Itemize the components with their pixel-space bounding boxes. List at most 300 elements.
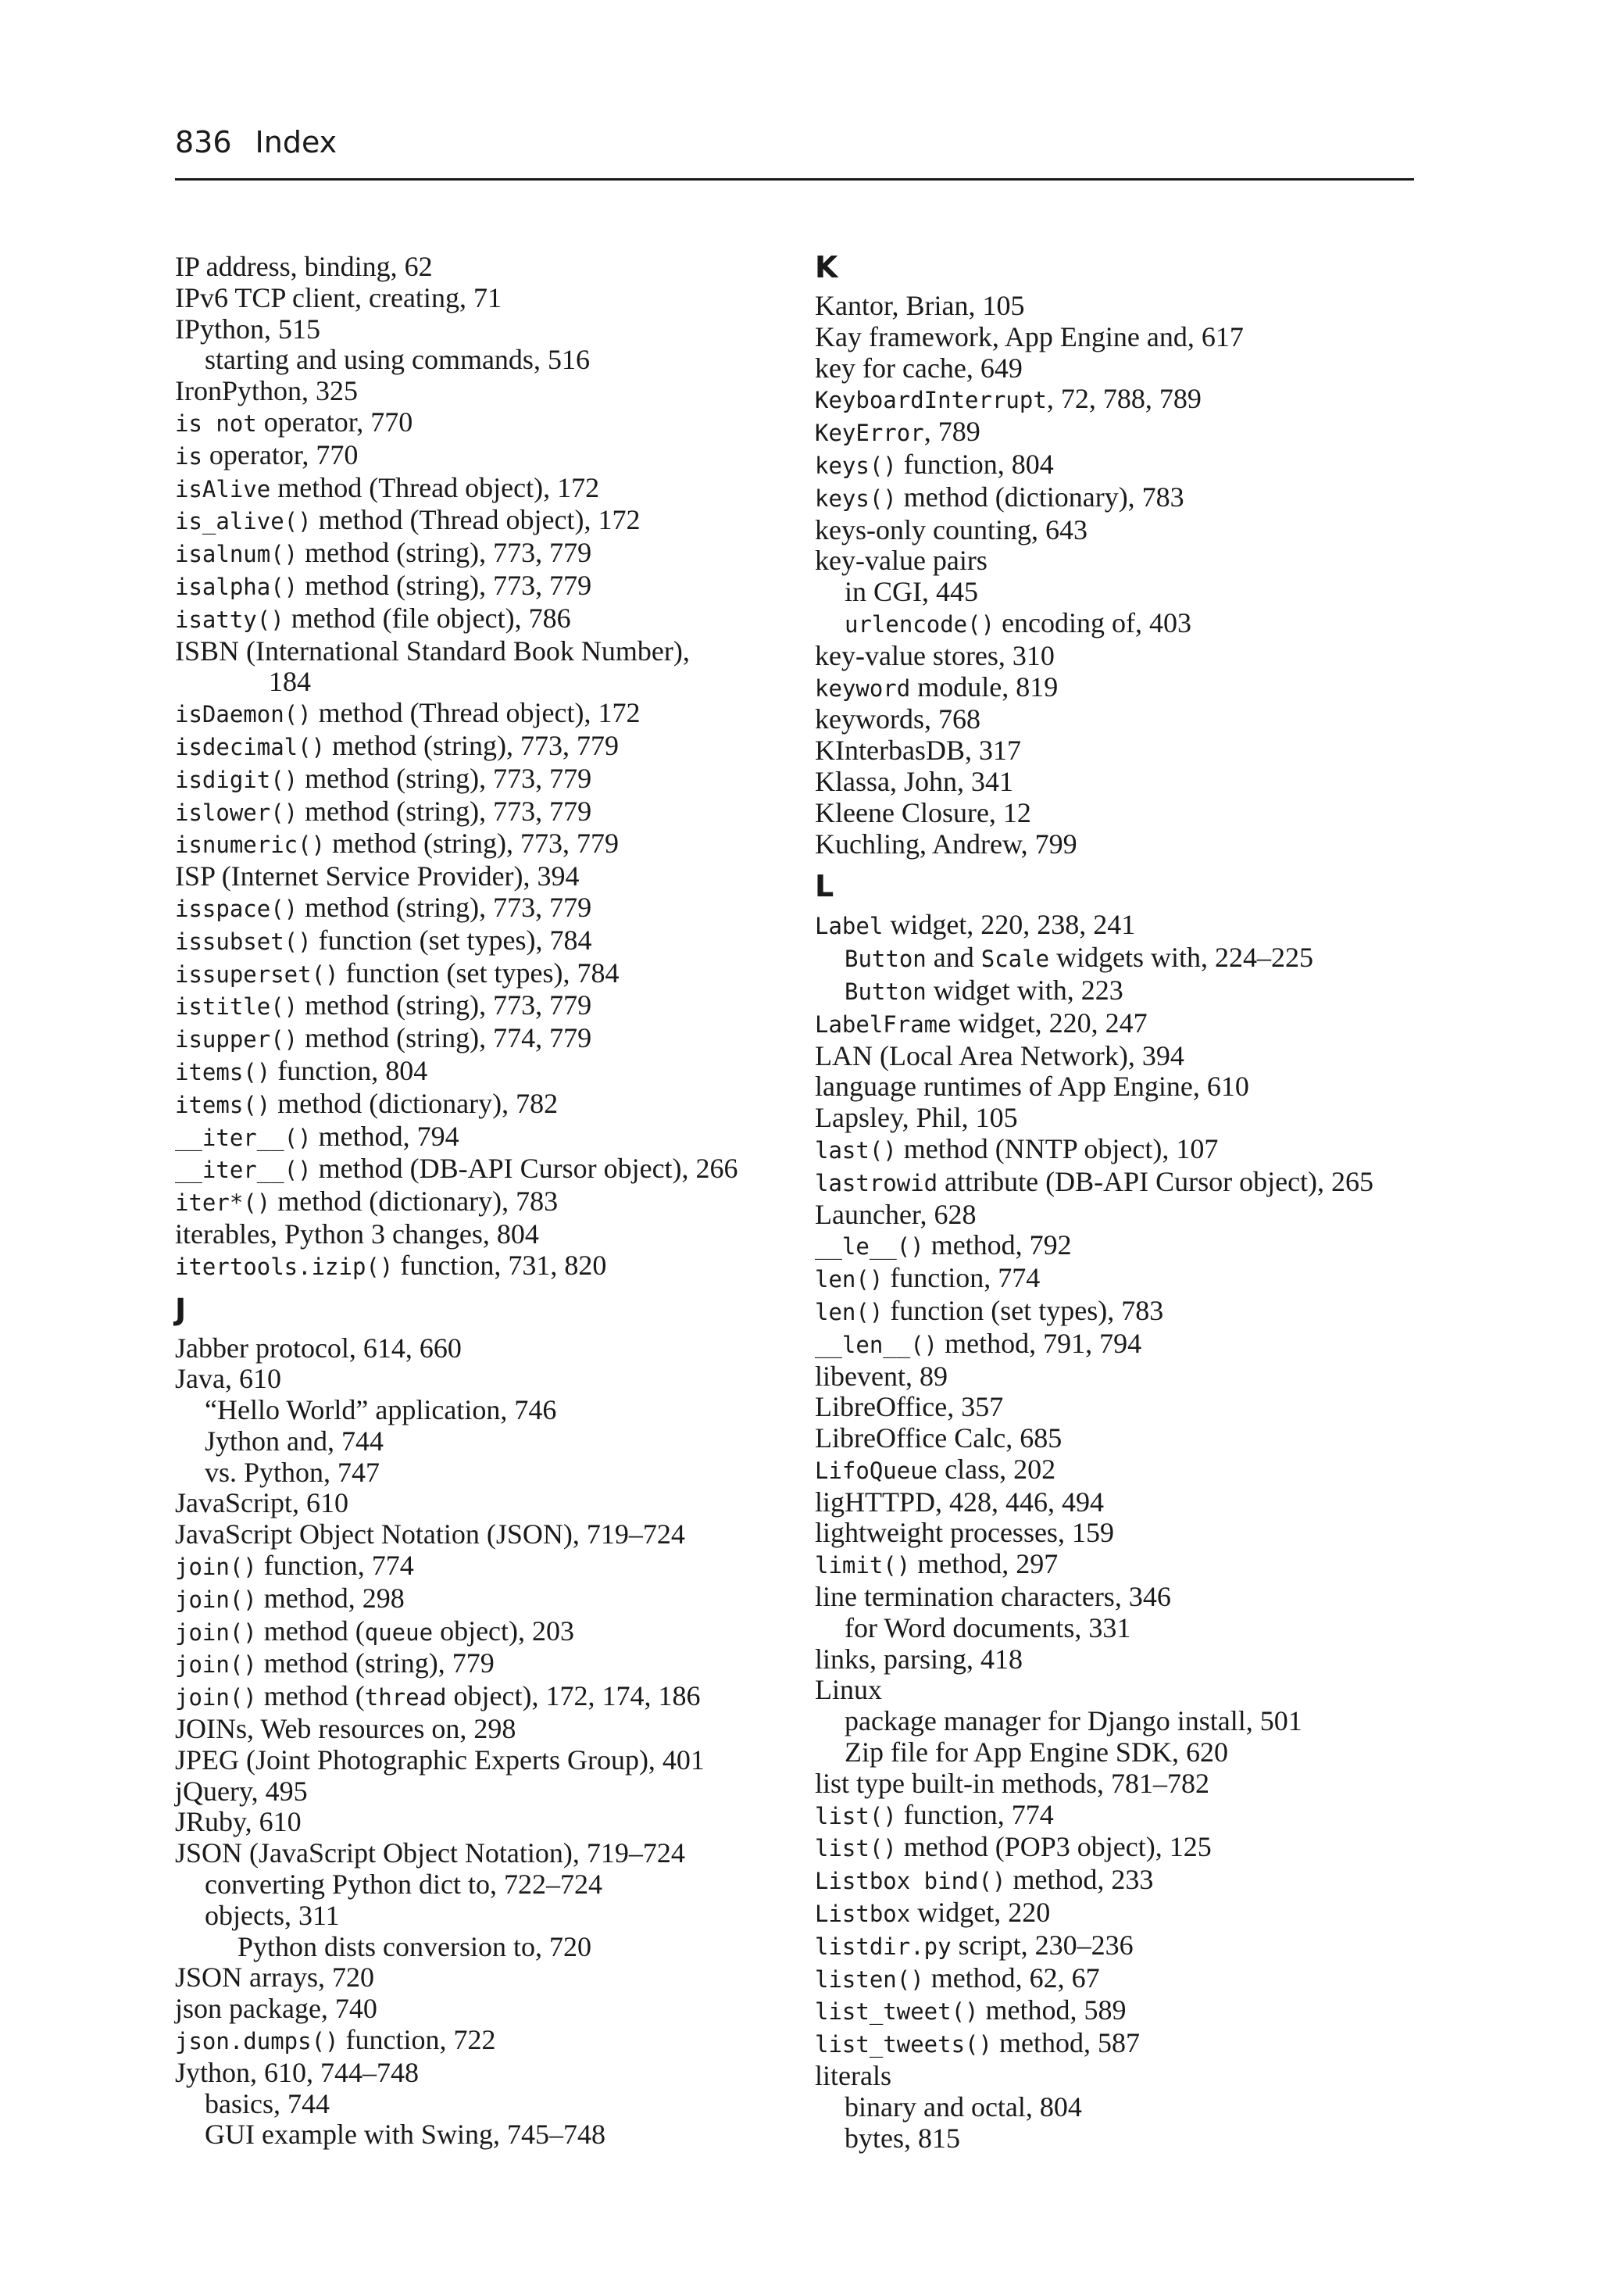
index-entry [175,698,792,731]
entry-text: method (dictionary), 782 [270,1087,559,1119]
entry-text: json package, 740 [175,1993,377,2025]
index-letter-heading: L [815,869,834,904]
entry-text: method (string), 773, 779 [298,569,592,601]
index-entry [175,2025,792,2058]
code-term: isatty() [175,606,284,633]
entry-text: binary and octal, 804 [845,2090,1082,2123]
entry-text: method, 794 [311,1120,459,1152]
index-column-right [815,252,1432,2154]
index-entry [815,672,1432,705]
entry-text: iterables, Python 3 changes, 804 [175,1218,539,1250]
index-entry [815,641,1432,672]
entry-text: LibreOffice Calc, 685 [815,1422,1062,1454]
entry-text: method (string), 774, 779 [298,1022,592,1054]
entry-text: method (string), 773, 779 [298,891,592,923]
index-entry [815,545,1432,577]
index-entry [175,1681,792,1714]
code-term: __len__() [815,1331,938,1358]
entry-text: Java, 610 [175,1363,281,1395]
entry-text: Launcher, 628 [815,1198,977,1230]
index-entry [175,570,792,603]
index-entry [815,1897,1432,1930]
index-entry [175,538,792,570]
entry-text: IPv6 TCP client, creating, 71 [175,281,502,313]
index-entry [175,2058,792,2089]
entry-text: key-value pairs [815,545,988,577]
index-subentry [815,608,1432,641]
index-entry [175,892,792,925]
index-entry [815,1865,1432,1897]
code-term: isdecimal() [175,733,326,760]
index-subentry [815,577,1432,608]
entry-text: JavaScript Object Notation (JSON), 719–724 [175,1518,685,1550]
index-entry [815,1995,1432,2028]
index-subentry [815,2123,1432,2155]
entry-text: Klassa, John, 341 [815,765,1013,797]
entry-text: method (string), 773, 779 [298,537,592,569]
entry-text: libevent, 89 [815,1360,948,1392]
index-entry [175,1807,792,1838]
entry-text: function, 722 [338,2024,496,2056]
index-entry [175,861,792,892]
entry-text: Jython and, 744 [205,1425,384,1457]
index-entry [175,1488,792,1519]
index-entry [815,735,1432,767]
index-entry [175,1648,792,1681]
entry-text: function (set types), 783 [883,1294,1164,1326]
index-entry [175,731,792,764]
entry-text: method ( [256,1615,365,1647]
index-entry [815,1582,1432,1613]
entry-text: Kuchling, Andrew, 799 [815,828,1077,860]
entry-text: widget, 220, 238, 241 [883,909,1136,941]
code-term: isupper() [175,1026,298,1053]
entry-text: method (DB-API Cursor object), 266 [311,1153,738,1185]
entry-text: JPEG (Joint Photographic Experts Group), 401 [175,1743,705,1776]
index-entry [175,505,792,538]
entry-text: line termination characters, 346 [815,1581,1171,1613]
index-entry [815,1832,1432,1865]
code-term: issubset() [175,928,312,955]
entry-text: method, 792 [923,1229,1072,1261]
code-term: keyword [815,674,911,702]
entry-text: Jabber protocol, 614, 660 [175,1332,462,1364]
entry-text: function, 804 [270,1054,428,1086]
entry-text: method ( [256,1680,365,1712]
entry-text: method, 589 [978,1994,1127,2026]
code-term: list_tweet() [815,1998,979,2026]
entry-text: IPython, 515 [175,313,321,345]
entry-text: function (set types), 784 [338,957,620,989]
code-term: LabelFrame [815,1010,952,1038]
index-entry [175,1219,792,1250]
index-entry [175,958,792,991]
entry-text: bytes, 815 [845,2122,960,2154]
code-term: list_tweets() [815,2031,992,2058]
index-entry [815,1487,1432,1518]
entry-text: key for cache, 649 [815,352,1023,384]
entry-text: starting and using commands, 516 [205,344,590,376]
entry-text: encoding of, 403 [995,606,1192,638]
entry-text: method (string), 773, 779 [325,729,620,761]
entry-text: LibreOffice, 357 [815,1391,1004,1423]
index-entry [815,1263,1432,1296]
index-subentry [175,1457,792,1489]
index-entry [815,798,1432,829]
entry-text: Lapsley, Phil, 105 [815,1102,1018,1134]
index-entry [815,1361,1432,1393]
code-term: list() [815,1802,897,1829]
index-entry [815,1071,1432,1103]
index-letter-heading: J [175,1292,187,1327]
index-entry [175,314,792,345]
index-entry [815,1454,1432,1487]
entry-text: method (NNTP object), 107 [896,1132,1219,1164]
index-subentry [175,2089,792,2120]
code-term: thread [364,1684,447,1711]
entry-text: LAN (Local Area Network), 394 [815,1039,1184,1071]
entry-text: method (Thread object), 172 [311,697,641,729]
code-term: isdigit() [175,766,298,793]
code-term: join() [175,1651,257,1679]
entry-text: function, 804 [896,448,1054,480]
code-term: LifoQueue [815,1457,938,1484]
index-entry [815,1329,1432,1361]
index-entry [175,1776,792,1808]
code-term: items() [175,1058,271,1085]
entry-text: lightweight processes, 159 [815,1517,1114,1549]
entry-text: Zip file for App Engine SDK, 620 [845,1736,1228,1768]
entry-text: Kay framework, App Engine and, 617 [815,320,1244,352]
code-term: __le__() [815,1233,924,1261]
index-entry [175,1056,792,1089]
code-term: Button [845,946,927,973]
code-term: islower() [175,799,298,826]
index-entry [815,1134,1432,1167]
entry-text: jQuery, 495 [175,1775,308,1807]
entry-text: JRuby, 610 [175,1806,302,1838]
index-entry [175,1333,792,1364]
index-entry [815,1008,1432,1041]
entry-text: widget, 220, 247 [951,1007,1148,1039]
index-entry [815,1644,1432,1676]
entry-text: JSON (JavaScript Object Notation), 719–724 [175,1837,685,1869]
entry-text: JavaScript, 610 [175,1487,348,1519]
code-term: queue [364,1618,434,1646]
index-entry [175,1023,792,1056]
index-entry [175,828,792,861]
entry-text: for Word documents, 331 [845,1611,1131,1643]
index-entry [175,764,792,796]
entry-text: JOINs, Web resources on, 298 [175,1713,516,1745]
code-term: KeyError [815,420,924,447]
entry-text: key-value stores, 310 [815,639,1055,671]
code-term: is [175,442,202,470]
code-term: Button [845,978,927,1005]
entry-text: “Hello World” application, 746 [205,1394,557,1426]
index-entry [815,2061,1432,2092]
code-term: is_alive() [175,508,312,535]
entry-text: method, 791, 794 [938,1327,1142,1359]
entry-text: method, 62, 67 [923,1962,1100,1994]
index-entry [175,990,792,1023]
code-term: __iter__() [175,1157,312,1184]
code-term: keys() [815,452,897,479]
index-entry [815,417,1432,449]
index-entry [175,1616,792,1649]
code-term: Listbox [815,1901,911,1928]
code-term: isAlive [175,475,271,502]
code-term: Listbox bind() [815,1868,1006,1895]
entry-text: Jython, 610, 744–748 [175,2056,420,2088]
entry-text: operator, 770 [256,406,413,438]
entry-text: method (Thread object), 172 [311,504,641,536]
page-number: 836 [175,125,232,159]
code-term: join() [175,1618,257,1646]
entry-text: method (string), 773, 779 [298,762,592,794]
code-term: list() [815,1835,897,1862]
entry-text: attribute (DB-API Cursor object), 265 [938,1165,1374,1197]
entry-text: KInterbasDB, 317 [815,735,1021,767]
index-entry [175,1745,792,1776]
index-entry [815,1103,1432,1134]
index-entry [175,603,792,636]
code-term: is not [175,409,257,437]
index-entry [175,1364,792,1395]
code-term: isnumeric() [175,831,326,859]
index-entry [815,449,1432,482]
index-entry [815,1768,1432,1800]
index-entry [175,1838,792,1869]
code-term: len() [815,1298,884,1325]
entry-text: class, 202 [938,1453,1056,1485]
entry-text: Linux [815,1674,882,1706]
code-term: isalnum() [175,541,298,568]
entry-text: operator, 770 [202,438,359,470]
entry-text: ligHTTPD, 428, 446, 494 [815,1486,1105,1518]
code-term: itertools.izip() [175,1253,394,1280]
index-subentry [175,2119,792,2151]
code-term: istitle() [175,993,298,1021]
code-term: lastrowid [815,1169,938,1196]
index-entry [175,1994,792,2025]
entry-text: keywords, 768 [815,703,980,735]
code-term: listen() [815,1965,924,1993]
section-title: Index [255,125,338,159]
code-term: issuperset() [175,960,339,988]
index-subentry [815,2092,1432,2123]
index-entry [815,1200,1432,1231]
entry-text: IP address, binding, 62 [175,251,433,282]
index-entry [815,1392,1432,1423]
index-subentry [175,1395,792,1426]
entry-text: 184 [269,666,311,698]
index-subentry [175,345,792,376]
code-term: iter*() [175,1189,271,1217]
entry-text: function, 774 [896,1798,1054,1830]
index-entry [815,1230,1432,1263]
code-term: keys() [815,485,897,512]
index-subentry [815,1706,1432,1737]
entry-text: method (dictionary), 783 [270,1186,559,1218]
code-term: join() [175,1586,257,1613]
entry-text: method, 298 [256,1582,405,1614]
entry-text: method (string), 773, 779 [298,989,592,1021]
index-subentry [815,1737,1432,1768]
entry-text: and [926,942,981,974]
code-term: Label [815,913,884,940]
entry-text: method (Thread object), 172 [270,471,600,503]
entry-text: method (dictionary), 783 [896,481,1184,513]
entry-text: function, 774 [883,1262,1041,1294]
index-entry [815,1296,1432,1329]
index-entry [815,2028,1432,2061]
entry-text: in CGI, 445 [845,576,978,608]
index-entry [815,1423,1432,1454]
entry-text: function, 731, 820 [393,1249,607,1281]
entry-text: object), 172, 174, 186 [446,1680,701,1712]
index-entry [175,376,792,407]
entry-text: method (string), 773, 779 [325,828,620,860]
entry-text: module, 819 [910,671,1059,703]
entry-text: function, 774 [256,1550,414,1582]
entry-text: language runtimes of App Engine, 610 [815,1071,1249,1103]
index-entry [815,1518,1432,1549]
entry-text: , 789 [923,416,980,448]
index-entry [815,829,1432,860]
index-entry [815,322,1432,353]
code-term: listdir.py [815,1933,952,1960]
code-term: limit() [815,1552,911,1579]
index-entry [175,1962,792,1994]
code-term: urlencode() [845,610,995,638]
code-term: isalpha() [175,573,298,600]
code-term: KeyboardInterrupt [815,387,1047,414]
code-term: Scale [980,946,1050,973]
entry-text: , 72, 788, 789 [1046,383,1202,415]
entry-text: widget with, 223 [926,974,1123,1006]
index-entry [175,283,792,314]
entry-text: converting Python dict to, 722–724 [205,1869,602,1901]
index-entry [175,1550,792,1583]
code-term: join() [175,1684,257,1711]
entry-text: method (file object), 786 [284,602,571,634]
index-entry [175,1186,792,1219]
entry-text: literals [815,2060,891,2092]
entry-text: method, 297 [910,1548,1059,1580]
index-entry [175,252,792,283]
index-entry-continuation [175,667,792,698]
index-entry [815,1800,1432,1833]
entry-text: links, parsing, 418 [815,1643,1023,1675]
index-entry [175,1519,792,1550]
entry-text: Kleene Closure, 12 [815,796,1031,828]
index-entry [815,1675,1432,1706]
index-entry [175,407,792,440]
code-term: len() [815,1266,884,1293]
entry-text: IronPython, 325 [175,375,358,407]
index-entry [175,1583,792,1616]
index-entry [815,1930,1432,1963]
index-entry [815,291,1432,322]
entry-text: widgets with, 224–225 [1049,942,1314,974]
entry-text: ISBN (International Standard Book Number), [175,635,690,667]
entry-text: widget, 220 [910,1897,1051,1929]
entry-text: objects, 311 [205,1899,340,1931]
entry-text: JSON arrays, 720 [175,1962,374,1994]
index-subentry [175,1901,792,1932]
entry-text: GUI example with Swing, 745–748 [205,2119,605,2151]
page-header [175,119,1414,166]
entry-text: vs. Python, 747 [205,1456,380,1488]
index-subentry [175,1869,792,1901]
entry-text: object), 203 [433,1615,575,1647]
entry-text: method (string), 773, 779 [298,795,592,827]
index-subentry [175,1932,792,1963]
index-entry [815,384,1432,417]
index-entry [815,515,1432,546]
code-term: json.dumps() [175,2028,339,2055]
index-entry [175,1089,792,1121]
index-entry [175,1121,792,1154]
entry-text: Python dists conversion to, 720 [238,1930,592,1962]
code-term: isspace() [175,895,298,922]
index-entry [175,1250,792,1283]
entry-text: method, 587 [991,2027,1140,2059]
index-entry [815,353,1432,384]
entry-text: Kantor, Brian, 105 [815,290,1025,321]
index-entry [815,1041,1432,1072]
index-entry [175,473,792,506]
code-term: join() [175,1554,257,1581]
entry-text: ISP (Internet Service Provider), 394 [175,860,580,892]
index-column-left [175,252,792,2151]
index-letter-heading: K [815,250,838,284]
index-entry [815,1167,1432,1200]
entry-text: function (set types), 784 [311,924,592,956]
index-entry [175,1714,792,1745]
index-entry [815,482,1432,515]
index-entry [175,925,792,958]
entry-text: method, 233 [1005,1864,1154,1896]
entry-text: package manager for Django install, 501 [845,1705,1302,1737]
header-rule [175,178,1414,181]
entry-text: list type built-in methods, 781–782 [815,1767,1209,1799]
code-term: isDaemon() [175,701,312,728]
entry-text: method (string), 779 [256,1647,495,1679]
code-term: items() [175,1091,271,1118]
index-entry [815,767,1432,798]
index-entry [815,704,1432,735]
code-term: __iter__() [175,1124,312,1151]
index-entry [815,910,1432,942]
index-subentry [815,1613,1432,1644]
index-entry [175,1153,792,1186]
index-subentry [175,1426,792,1457]
entry-text: basics, 744 [205,2087,330,2119]
index-entry [815,1549,1432,1582]
entry-text: keys-only counting, 643 [815,513,1088,545]
entry-text: script, 230–236 [951,1929,1134,1961]
index-entry [175,636,792,667]
entry-text: method (POP3 object), 125 [896,1831,1212,1863]
index-entry [175,796,792,829]
index-subentry [815,975,1432,1008]
index-entry [175,440,792,473]
index-entry [815,1963,1432,1996]
index-subentry [815,942,1432,975]
code-term: last() [815,1136,897,1164]
